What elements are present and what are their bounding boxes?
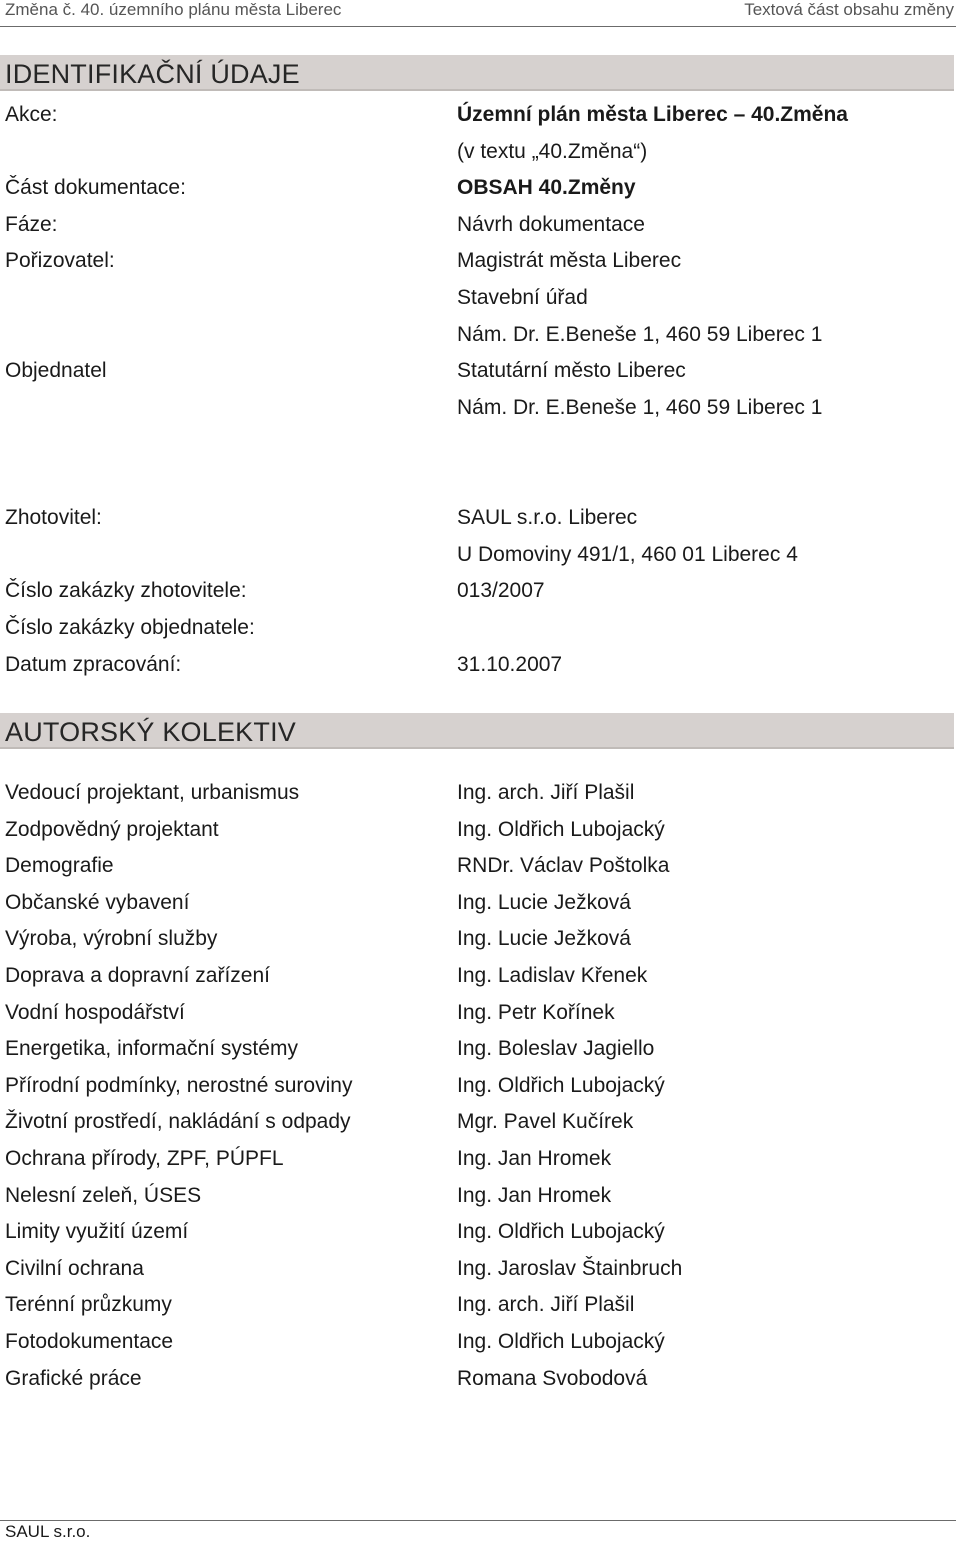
team-role: Limity využití území <box>5 1220 189 1243</box>
cislo-zhotovitele-label: Číslo zakázky zhotovitele: <box>5 579 247 602</box>
team-row <box>0 961 956 991</box>
objednatel-line-1: Statutární město Liberec <box>457 359 686 382</box>
team-person: Romana Svobodová <box>457 1367 648 1390</box>
team-person: Ing. Lucie Ježková <box>457 891 631 914</box>
header-section-title: Textová část obsahu změny <box>744 0 954 19</box>
akce-row <box>0 100 956 130</box>
team-role: Ochrana přírody, ZPF, PÚPFL <box>5 1147 284 1170</box>
team-row <box>0 1327 956 1357</box>
team-role: Nelesní zeleň, ÚSES <box>5 1184 202 1207</box>
team-role: Energetika, informační systémy <box>5 1037 298 1060</box>
team-person: Ing. Oldřich Lubojacký <box>457 1220 665 1243</box>
team-person: Ing. Jan Hromek <box>457 1147 612 1170</box>
zhotovitel-row <box>0 503 956 533</box>
team-person: Ing. Boleslav Jagiello <box>457 1037 655 1060</box>
team-row <box>0 851 956 881</box>
team-row <box>0 1290 956 1320</box>
akce-label: Akce: <box>5 103 58 126</box>
team-role: Terénní průzkumy <box>5 1293 172 1316</box>
team-person: Ing. Jaroslav Štainbruch <box>457 1257 683 1280</box>
faze-value: Návrh dokumentace <box>457 213 645 236</box>
akce-value: Územní plán města Liberec – 40.Změna <box>457 103 848 126</box>
team-row <box>0 1034 956 1064</box>
cislo-objednatele-row <box>0 613 956 643</box>
team-role: Fotodokumentace <box>5 1330 174 1353</box>
team-role: Přírodní podmínky, nerostné suroviny <box>5 1074 353 1097</box>
cislo-zhotovitele-value: 013/2007 <box>457 579 545 602</box>
cislo-objednatele-label: Číslo zakázky objednatele: <box>5 616 255 639</box>
team-person: Ing. arch. Jiří Plašil <box>457 1293 635 1316</box>
cast-label: Část dokumentace: <box>5 176 186 199</box>
team-row <box>0 1254 956 1284</box>
team-row <box>0 924 956 954</box>
porizovatel-row-3 <box>0 320 956 350</box>
footer-divider <box>0 1520 956 1521</box>
team-person: Ing. Oldřich Lubojacký <box>457 1330 665 1353</box>
objednatel-label: Objednatel <box>5 359 107 382</box>
team-heading: AUTORSKÝ KOLEKTIV <box>5 717 296 747</box>
team-row <box>0 815 956 845</box>
team-row <box>0 998 956 1028</box>
header-document-title: Změna č. 40. územního plánu města Liberec <box>5 0 342 19</box>
footer-company: SAUL s.r.o. <box>5 1522 91 1541</box>
team-person: Ing. Jan Hromek <box>457 1184 612 1207</box>
akce-note: (v textu „40.Změna“) <box>457 140 648 163</box>
team-row <box>0 1071 956 1101</box>
team-role: Grafické práce <box>5 1367 142 1390</box>
cast-value-text: OBSAH 40.Změny <box>457 176 636 199</box>
identification-heading: IDENTIFIKAČNÍ ÚDAJE <box>5 59 300 89</box>
team-person: RNDr. Václav Poštolka <box>457 854 670 877</box>
team-row <box>0 1364 956 1394</box>
faze-row <box>0 210 956 240</box>
porizovatel-row <box>0 246 956 276</box>
cast-row <box>0 173 956 203</box>
porizovatel-line-2: Stavební úřad <box>457 286 588 309</box>
running-header <box>0 0 960 24</box>
team-person: Ing. Ladislav Křenek <box>457 964 648 987</box>
cast-value <box>457 173 636 203</box>
team-role: Zodpovědný projektant <box>5 818 219 841</box>
akce-note-row <box>0 137 956 167</box>
cislo-zhotovitele-row <box>0 576 956 606</box>
team-role: Civilní ochrana <box>5 1257 144 1280</box>
team-row <box>0 888 956 918</box>
team-role: Demografie <box>5 854 114 877</box>
team-person: Ing. Oldřich Lubojacký <box>457 818 665 841</box>
header-divider <box>0 26 956 27</box>
objednatel-line-2: Nám. Dr. E.Beneše 1, 460 59 Liberec 1 <box>457 396 823 419</box>
zhotovitel-line-1: SAUL s.r.o. Liberec <box>457 506 638 529</box>
team-person: Ing. Petr Kořínek <box>457 1001 615 1024</box>
datum-value: 31.10.2007 <box>457 653 563 676</box>
team-role: Vedoucí projektant, urbanismus <box>5 781 300 804</box>
objednatel-row-2 <box>0 393 956 423</box>
team-role: Doprava a dopravní zařízení <box>5 964 270 987</box>
identification-heading-bar <box>0 55 954 91</box>
porizovatel-line-3: Nám. Dr. E.Beneše 1, 460 59 Liberec 1 <box>457 323 823 346</box>
porizovatel-line-1: Magistrát města Liberec <box>457 249 682 272</box>
team-row <box>0 1217 956 1247</box>
zhotovitel-row-2 <box>0 540 956 570</box>
faze-label: Fáze: <box>5 213 58 236</box>
objednatel-row <box>0 356 956 386</box>
zhotovitel-label: Zhotovitel: <box>5 506 102 529</box>
team-row <box>0 1144 956 1174</box>
datum-row <box>0 650 956 680</box>
team-role: Výroba, výrobní služby <box>5 927 218 950</box>
team-person: Ing. arch. Jiří Plašil <box>457 781 635 804</box>
team-row <box>0 778 956 808</box>
datum-label: Datum zpracování: <box>5 653 182 676</box>
porizovatel-label: Pořizovatel: <box>5 249 115 272</box>
team-row <box>0 1181 956 1211</box>
team-row <box>0 1107 956 1137</box>
team-role: Občanské vybavení <box>5 891 190 914</box>
team-person: Mgr. Pavel Kučírek <box>457 1110 634 1133</box>
team-role: Vodní hospodářství <box>5 1001 185 1024</box>
team-role: Životní prostředí, nakládání s odpady <box>5 1110 351 1133</box>
team-heading-bar <box>0 713 954 749</box>
team-person: Ing. Lucie Ježková <box>457 927 631 950</box>
team-person: Ing. Oldřich Lubojacký <box>457 1074 665 1097</box>
porizovatel-row-2 <box>0 283 956 313</box>
zhotovitel-line-2: U Domoviny 491/1, 460 01 Liberec 4 <box>457 543 798 566</box>
